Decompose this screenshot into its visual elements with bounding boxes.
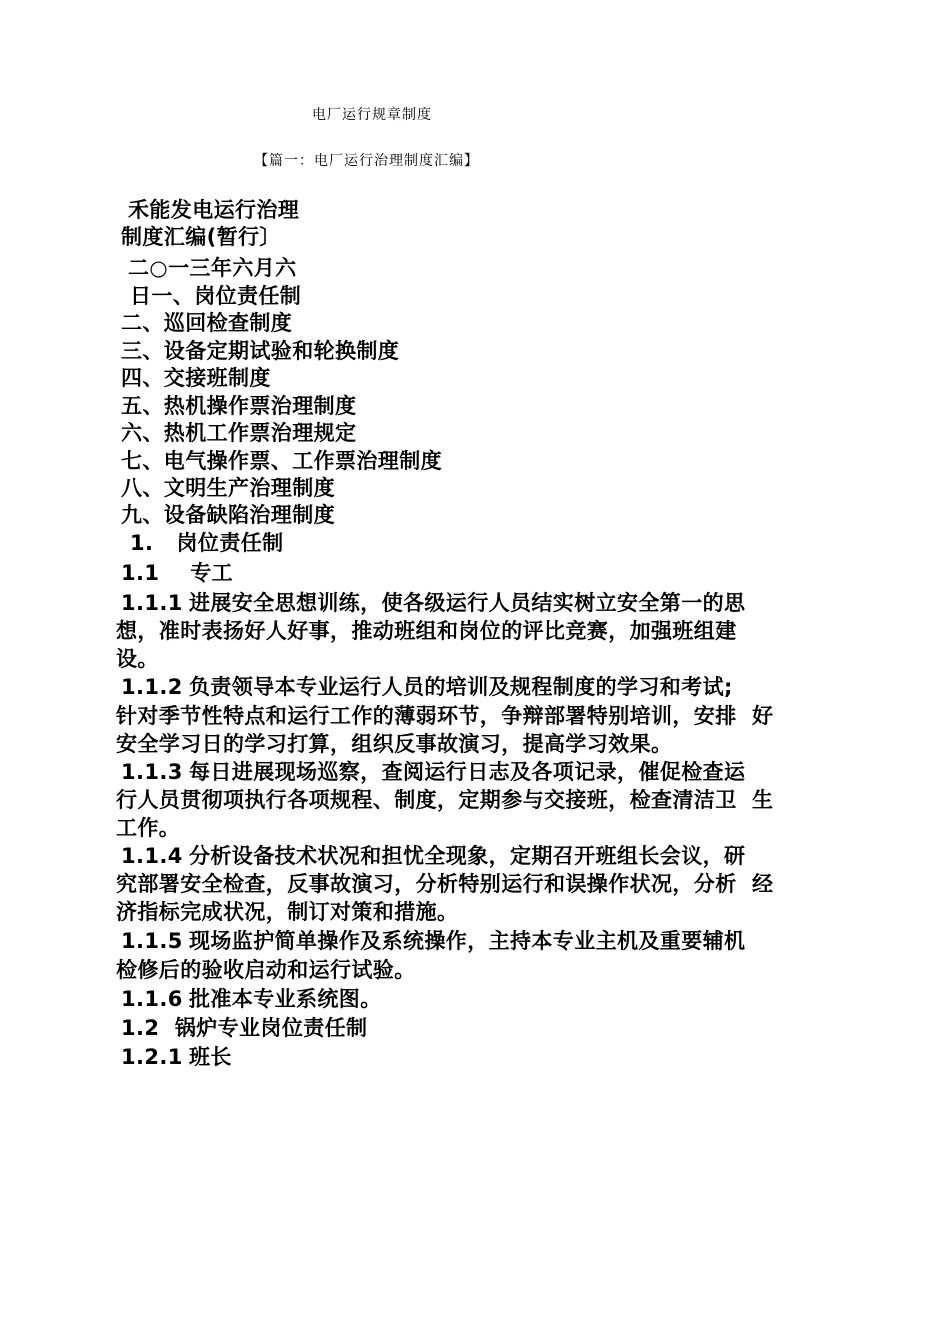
paragraph-line: 负责领导本专业运行人员的培训及规程制度的学习和考试; xyxy=(189,675,733,699)
toc-item: 四、交接班制度 xyxy=(121,366,271,390)
toc-item: 三、设备定期试验和轮换制度 xyxy=(121,339,400,363)
paragraph-line: 每日进展现场巡察，查阅运行日志及各项记录，催促检查运 xyxy=(189,760,746,784)
paragraph-line: 想，准时表扬好人好事，推动班组和岗位的评比竞赛，加强班组建 xyxy=(116,619,737,643)
item-number: 1.1.4 xyxy=(121,844,183,868)
section-heading: 1. 岗位责任制 xyxy=(130,531,284,555)
toc-item: 八、文明生产治理制度 xyxy=(121,476,335,500)
item-number: 1.1.2 xyxy=(121,675,183,699)
item-number: 1.1.3 xyxy=(121,760,183,784)
item-number: 1.2.1 xyxy=(121,1045,183,1069)
item-number: 1.1.1 xyxy=(121,591,183,615)
heading-line-1: 禾能发电运行治理 xyxy=(128,198,300,222)
document-title: 电厂运行规章制度 xyxy=(312,107,432,123)
document-subtitle: 【篇一：电厂运行治理制度汇编】 xyxy=(254,153,479,169)
toc-item: 六、热机工作票治理规定 xyxy=(121,421,357,445)
toc-item: 七、电气操作票、工作票治理制度 xyxy=(121,449,442,473)
paragraph-line: 进展安全思想训练，使各级运行人员结实树立安全第一的思 xyxy=(189,591,746,615)
subsection-heading: 1.2 锅炉专业岗位责任制 xyxy=(121,1016,368,1040)
paragraph-line: 工作。 xyxy=(116,816,181,840)
paragraph-line: 究部署安全检查，反事故演习，分析特别运行和误操作状况，分析 经 xyxy=(116,872,774,896)
heading-line-2: 制度汇编(暂行〕 xyxy=(121,225,281,249)
item-number: 1.1.5 xyxy=(121,929,183,953)
subsection-heading: 1.1 专工 xyxy=(121,561,234,585)
paragraph-line: 设。 xyxy=(116,647,159,671)
paragraph-line: 检修后的验收启动和运行试验。 xyxy=(116,958,416,982)
toc-item: 五、热机操作票治理制度 xyxy=(121,394,357,418)
toc-item: 二、巡回检查制度 xyxy=(121,311,293,335)
date-line-1: 二○一三年六月六 xyxy=(128,256,297,280)
date-line-2: 日一、岗位责任制 xyxy=(130,284,302,308)
paragraph-line: 班长 xyxy=(189,1045,232,1069)
paragraph-line: 安全学习日的学习打算，组织反事故演习，提高学习效果。 xyxy=(116,732,673,756)
paragraph-line: 济指标完成状况，制订对策和措施。 xyxy=(116,900,459,924)
toc-item: 九、设备缺陷治理制度 xyxy=(121,503,335,527)
paragraph-line: 分析设备技术状况和担忧全现象，定期召开班组长会议，研 xyxy=(189,844,746,868)
item-number: 1.1.6 xyxy=(121,987,183,1011)
paragraph-line: 现场监护简单操作及系统操作，主持本专业主机及重要辅机 xyxy=(189,929,746,953)
paragraph-line: 针对季节性特点和运行工作的薄弱环节，争辩部署特别培训，安排 好 xyxy=(116,704,774,728)
paragraph-line: 行人员贯彻项执行各项规程、制度，定期参与交接班，检查清洁卫 生 xyxy=(116,788,774,812)
paragraph-line: 批准本专业系统图。 xyxy=(189,987,382,1011)
